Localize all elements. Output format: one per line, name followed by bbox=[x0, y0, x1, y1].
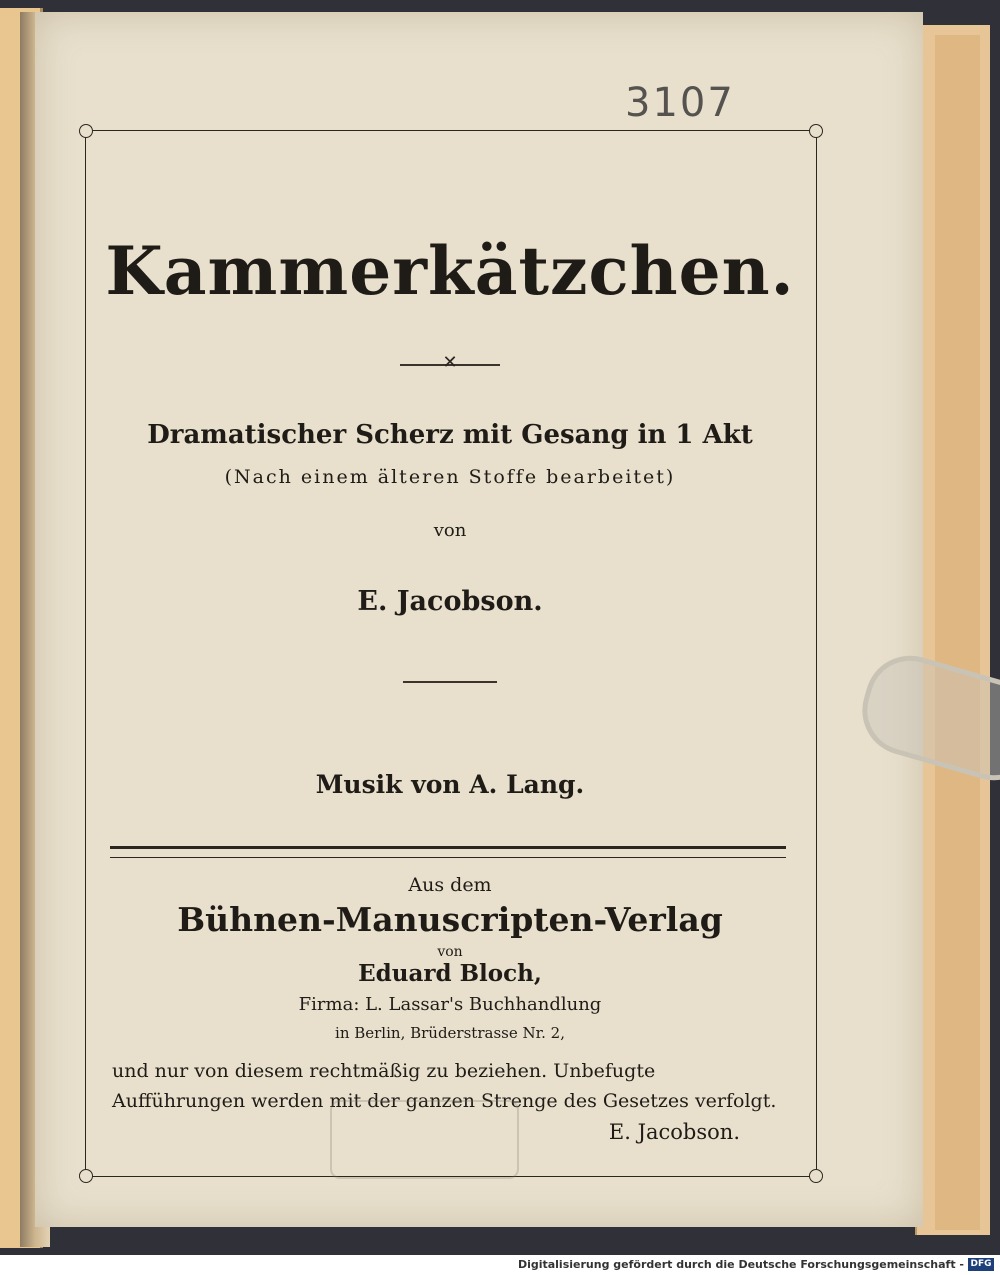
publisher-firm: Firma: L. Lassar's Buchhandlung bbox=[298, 994, 602, 1015]
music-credit: Musik von A. Lang. bbox=[315, 770, 585, 799]
frame-corner-ornament bbox=[79, 1169, 93, 1183]
short-rule bbox=[403, 681, 497, 683]
divider-ornament-icon: ✕ bbox=[442, 352, 458, 373]
subtitle: Dramatischer Scherz mit Gesang in 1 Akt bbox=[147, 420, 753, 450]
publisher-owner: Eduard Bloch, bbox=[358, 960, 542, 987]
author-name: E. Jacobson. bbox=[357, 586, 543, 617]
publisher-by-label: von bbox=[437, 944, 463, 960]
legal-notice: und nur von diesem rechtmäßig zu beziehen. Unbefugte Aufführungen werden mit der ganzen Strenge des Gesetzes verfolgt. bbox=[112, 1060, 777, 1112]
frame-corner-ornament bbox=[809, 1169, 823, 1183]
author-signature: E. Jacobson. bbox=[608, 1120, 740, 1144]
adaptation-note: (Nach einem älteren Stoffe bearbeitet) bbox=[224, 466, 676, 488]
publisher-address: in Berlin, Brüderstrasse Nr. 2, bbox=[335, 1024, 565, 1042]
by-label: von bbox=[433, 520, 467, 541]
frame-corner-ornament bbox=[809, 124, 823, 138]
page-title: Kammerkätzchen. bbox=[105, 232, 795, 310]
back-cover-inner bbox=[935, 35, 980, 1230]
footer-bar bbox=[0, 1255, 1000, 1275]
frame-corner-ornament bbox=[79, 124, 93, 138]
publisher-intro: Aus dem bbox=[408, 874, 492, 896]
faded-library-stamp bbox=[330, 1100, 519, 1179]
funding-notice: Digitalisierung gefördert durch die Deutsche Forschungsgemeinschaft - bbox=[517, 1258, 964, 1271]
dfg-logo-icon: DFG bbox=[968, 1258, 994, 1271]
publisher-name: Bühnen-Manuscripten-Verlag bbox=[177, 900, 723, 939]
handwritten-shelf-number: 3107 bbox=[625, 80, 735, 126]
double-rule-divider bbox=[110, 846, 786, 858]
